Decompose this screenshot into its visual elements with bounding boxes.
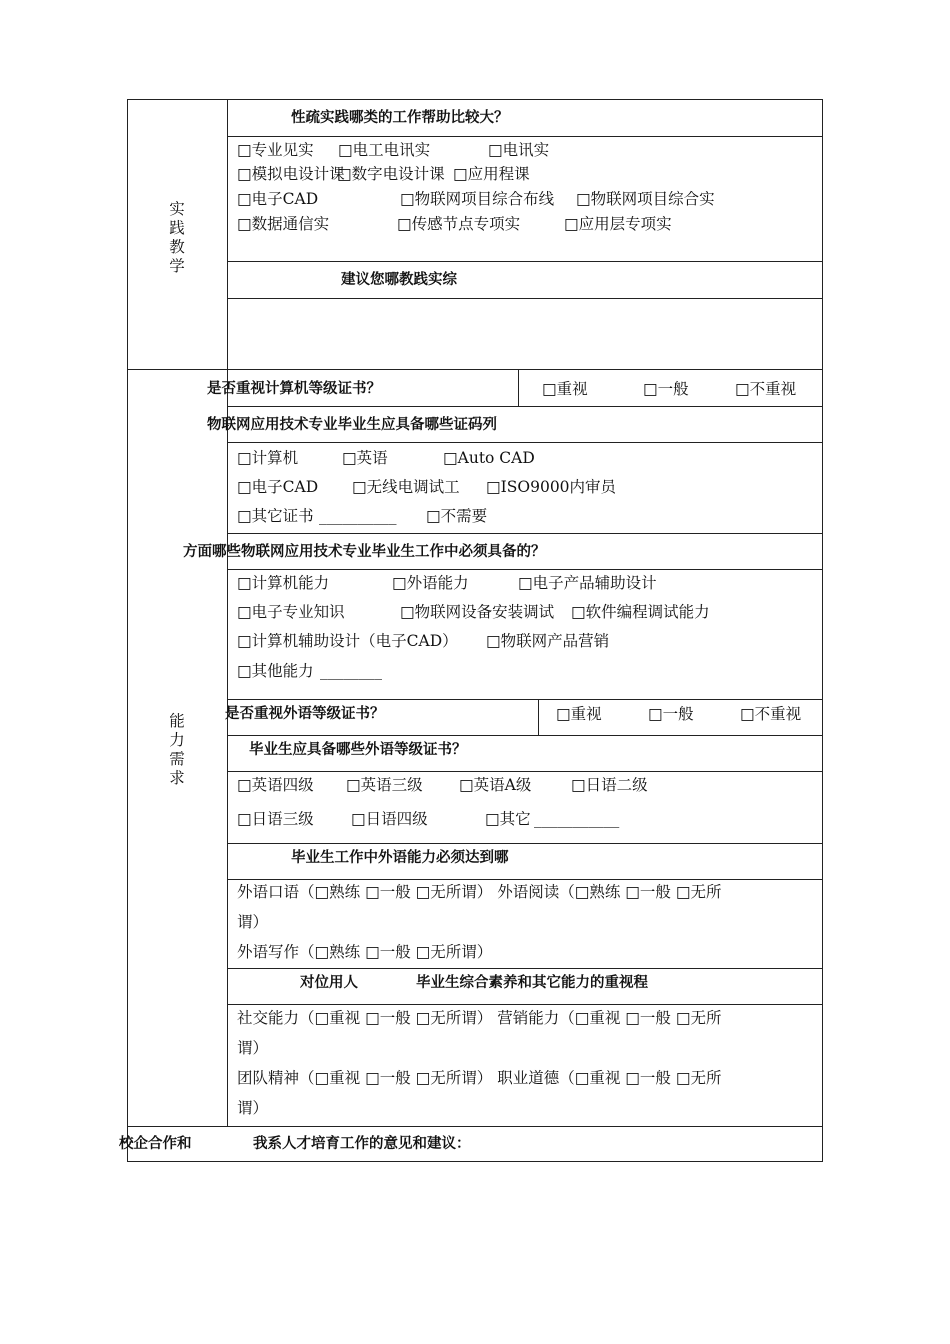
option-checkbox[interactable]: □物联网设备安装调试: [400, 603, 555, 621]
table-border-right: [822, 99, 823, 1162]
option-checkbox[interactable]: □软件编程调试能力: [571, 603, 710, 621]
option-checkbox[interactable]: □应用层专项实: [564, 215, 672, 233]
option-checkbox[interactable]: □日语二级: [571, 776, 648, 794]
option-checkbox[interactable]: □重视: [556, 705, 602, 723]
option-checkbox[interactable]: □物联网产品营销: [486, 632, 610, 650]
option-checkbox[interactable]: □电子产品辅助设计: [518, 574, 657, 592]
row-divider: [227, 1004, 823, 1005]
practice-question-2: 建议您哪教践实综: [341, 272, 457, 288]
option-checkbox[interactable]: □外语能力: [392, 574, 469, 592]
practice-question-1: 性疏实践哪类的工作帮助比较大？: [291, 110, 509, 126]
option-checkbox[interactable]: □电讯实: [488, 141, 550, 159]
option-checkbox[interactable]: □不需要: [426, 507, 488, 525]
option-checkbox[interactable]: □其它: [485, 810, 531, 828]
section-divider: [127, 1126, 823, 1127]
option-checkbox[interactable]: □重视: [542, 380, 588, 398]
ability-side-label: 能力需求: [169, 712, 185, 787]
quality-line: 谓）: [237, 1099, 269, 1117]
row-divider: [227, 843, 823, 844]
option-checkbox[interactable]: □Auto CAD: [443, 449, 535, 467]
option-checkbox[interactable]: □一般: [643, 380, 689, 398]
question-skills: 方面哪些物联网应用技术专业毕业生工作中必须具备的？: [183, 544, 546, 560]
fill-in-blank[interactable]: ___________: [534, 810, 620, 828]
option-checkbox[interactable]: □英语A级: [459, 776, 532, 794]
question-quality-b: 毕业生综合素养和其它能力的重视程: [416, 975, 648, 991]
row-divider: [227, 699, 823, 700]
option-checkbox[interactable]: □计算机能力: [237, 574, 330, 592]
option-checkbox[interactable]: □电工电讯实: [338, 141, 431, 159]
option-checkbox[interactable]: □数字电设计课: [337, 165, 445, 183]
fill-in-blank[interactable]: __________: [319, 507, 397, 525]
option-checkbox[interactable]: □不重视: [740, 705, 802, 723]
option-checkbox[interactable]: □电子CAD: [237, 190, 319, 208]
option-checkbox[interactable]: □日语四级: [351, 810, 428, 828]
row-divider: [227, 136, 823, 137]
bottom-question: 我系人才培育工作的意见和建议：: [253, 1136, 471, 1152]
table-border-top: [127, 99, 823, 100]
lang-requirement-line[interactable]: 外语写作（□熟练 □一般 □无所谓）: [237, 943, 493, 961]
option-checkbox[interactable]: □ISO9000内审员: [486, 478, 617, 496]
row-divider: [227, 771, 823, 772]
lang-requirement-line: 谓）: [237, 913, 269, 931]
table-border-bottom: [127, 1161, 823, 1162]
cell-divider: [538, 699, 539, 736]
option-checkbox[interactable]: □计算机辅助设计（电子CAD）: [237, 632, 458, 650]
question-quality-a: 对位用人: [300, 975, 358, 991]
option-checkbox[interactable]: □英语三级: [346, 776, 423, 794]
option-checkbox[interactable]: □模拟电设计课: [237, 165, 345, 183]
option-checkbox[interactable]: □一般: [648, 705, 694, 723]
option-checkbox[interactable]: □传感节点专项实: [397, 215, 521, 233]
cell-divider: [518, 369, 519, 407]
question-cert-list: 物联网应用技术专业毕业生应具备哪些证码列: [207, 417, 497, 433]
option-checkbox[interactable]: □应用程课: [453, 165, 530, 183]
quality-line: 谓）: [237, 1039, 269, 1057]
bottom-label: 校企合作和: [119, 1136, 192, 1152]
option-checkbox[interactable]: □物联网项目综合布线: [400, 190, 555, 208]
row-divider: [227, 298, 823, 299]
row-divider: [227, 442, 823, 443]
option-checkbox[interactable]: □计算机: [237, 449, 299, 467]
question-lang-list: 毕业生应具备哪些外语等级证书？: [249, 742, 467, 758]
section-divider: [127, 369, 823, 370]
option-checkbox[interactable]: □电子专业知识: [237, 603, 345, 621]
row-divider: [227, 735, 823, 736]
question-computer-cert: 是否重视计算机等级证书？: [207, 381, 381, 397]
row-divider: [227, 406, 823, 407]
option-checkbox[interactable]: □电子CAD: [237, 478, 319, 496]
question-lang-cert: 是否重视外语等级证书？: [225, 706, 385, 722]
row-divider: [227, 879, 823, 880]
row-divider: [227, 968, 823, 969]
lang-requirement-line[interactable]: 外语口语（□熟练 □一般 □无所谓） 外语阅读（□熟练 □一般 □无所: [237, 883, 722, 901]
quality-line[interactable]: 团队精神（□重视 □一般 □无所谓） 职业道德（□重视 □一般 □无所: [237, 1069, 722, 1087]
fill-in-blank[interactable]: ________: [320, 662, 382, 680]
practice-side-label: 实践教学: [169, 200, 185, 275]
option-checkbox[interactable]: □无线电调试工: [352, 478, 460, 496]
option-checkbox[interactable]: □物联网项目综合实: [576, 190, 715, 208]
question-lang-level: 毕业生工作中外语能力必须达到哪: [291, 850, 509, 866]
option-checkbox[interactable]: □专业见实: [237, 141, 314, 159]
option-checkbox[interactable]: □英语四级: [237, 776, 314, 794]
option-checkbox[interactable]: □不重视: [735, 380, 797, 398]
option-checkbox[interactable]: □其它证书: [237, 507, 314, 525]
row-divider: [227, 533, 823, 534]
row-divider: [227, 261, 823, 262]
quality-line[interactable]: 社交能力（□重视 □一般 □无所谓） 营销能力（□重视 □一般 □无所: [237, 1009, 722, 1027]
column-divider: [227, 99, 228, 1126]
option-checkbox[interactable]: □数据通信实: [237, 215, 330, 233]
option-checkbox[interactable]: □日语三级: [237, 810, 314, 828]
row-divider: [227, 569, 823, 570]
table-border-left: [127, 99, 128, 1162]
practice-answer-area[interactable]: [229, 300, 821, 367]
option-checkbox[interactable]: □其他能力: [237, 662, 314, 680]
option-checkbox[interactable]: □英语: [342, 449, 388, 467]
